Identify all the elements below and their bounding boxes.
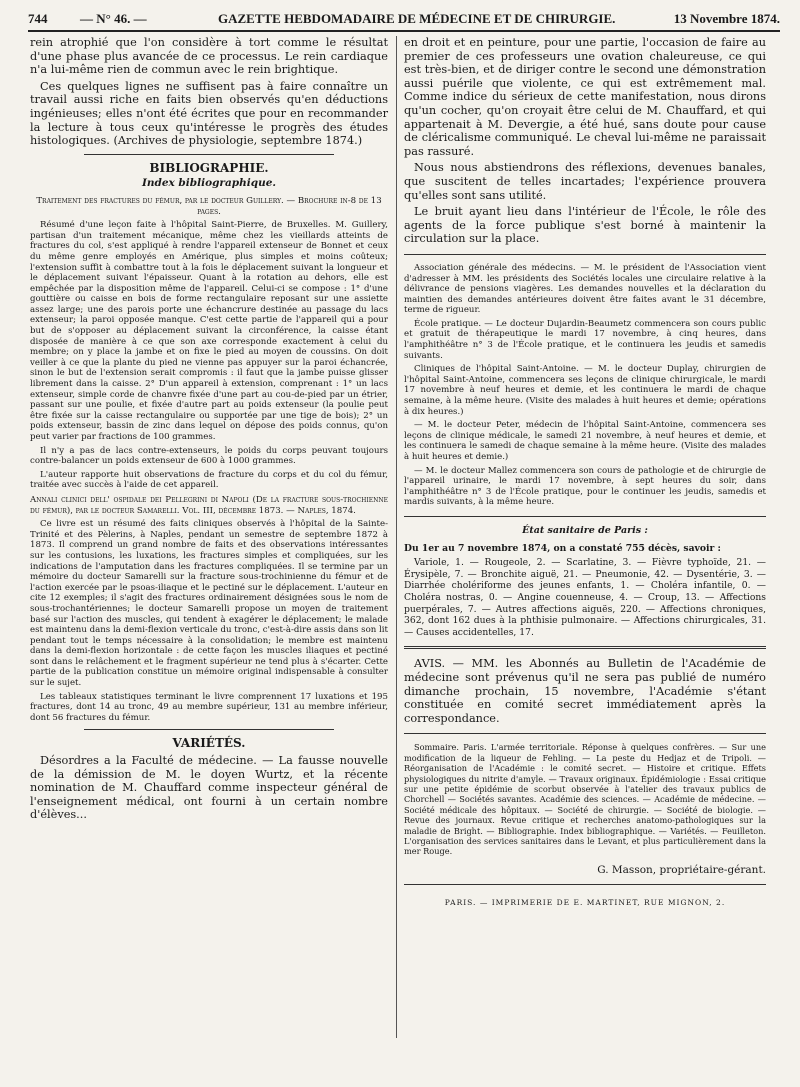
avis-notice: AVIS. — MM. les Abonnés au Bulletin de l'Académie de médecine sont prévenus qu'il ne sera pas publié de numéro dimanche prochain, 15 novembre, l'Académie s'étant constituée en comité secret immédiatement après la correspondance. — [404, 657, 766, 725]
etat-sanitaire-title: État sanitaire de Paris : — [522, 524, 648, 536]
section-title-bibliographie: BIBLIOGRAPHIE. — [149, 160, 269, 175]
divider — [404, 733, 766, 734]
section-subtitle: Index bibliographique. — [141, 177, 277, 190]
section-title-varietes: VARIÉTÉS. — [172, 736, 246, 751]
etat-sanitaire-body: Variole, 1. — Rougeole, 2. — Scarlatine, 3. — Fièvre typhoïde, 21. — Érysipèle, 7. — Bronchite aiguë, 21. — Pneumonie, 42. — Dysentérie, 3. — Diarrhée cholériforme des jeunes enfants, 1. — Choléra infantile, 0. — Choléra nostras, 0. — Angine couenneuse, 4. — Croup, 13. — Affections puerpérales, 7. — Autres affections aiguës, 220. — Affections chroniques, 362, dont 162 dues à la phthisie pulmonaire. — Affections chirurgicales, 31. — Causes accidentelles, 17. — [404, 557, 766, 638]
article-paragraph: Les tableaux statistiques terminant le livre comprennent 17 luxations et 195 fractures, dont 14 au tronc, 49 au membre supérieur, 131 au membre inférieur, dont 56 fractures du fémur. — [30, 691, 388, 723]
article-paragraph: Il n'y a pas de lacs contre-extenseurs, le poids du corps peuvant toujours contre-balancer un poids extenseur de 600 à 1000 grammes. — [30, 445, 388, 467]
page-header — [28, 8, 780, 32]
notice-paragraph: — M. le docteur Mallez commencera son cours de pathologie et de chirurgie de l'appareil urinaire, le mardi 17 novembre, à sept heures du soir, dans l'amphithéâtre n° 3 de l'École pratique, pour le continuer les jeudis, samedis et mardis suivants, à la même heure. — [404, 465, 766, 508]
notice-paragraph: Cliniques de l'hôpital Saint-Antoine. — M. le docteur Duplay, chirurgien de l'hôpital Saint-Antoine, commencera ses leçons de clinique chirurgicale, le mardi 17 novembre à neuf heures et demie, et les continuera le mardi de chaque semaine, à la même heure. (Visite des malades à huit heures et demie; opérations à dix heures.) — [404, 364, 766, 417]
journal-title: GAZETTE HEBDOMADAIRE DE MÉDECINE ET DE CHIRURGIE. — [218, 11, 616, 26]
article-heading: Traitement des fractures du fémur, par le docteur Guillery. — Brochure in-8 de 13 pages. — [36, 195, 382, 217]
article-paragraph: Ce livre est un résumé des faits cliniques observés à l'hôpital de la Sainte-Trinité et des Pèlerins, à Naples, pendant un semestre de septembre 1872 à 1873. Il comprend un grand nombre de faits et des observations intéressantes sur les contusions, les luxations, les fractures simples et compliquées, sur les indications de l'amputation dans les fractures compliquées. Il se termine par un mémoire du docteur Samarelli sur la fracture sous-trochinienne du fémur et de l'action exercée par le psoas-iliaque et le pectiné sur le déplacement. L'auteur en cite 12 exemples; il s'agit des fractures ordinairement désignées sous le nom de sous-trochantériennes; le docteur Samarelli propose un moyen de traitement basé sur l'action des muscles, qui tendent à exagérer le déplacement; le malade est maintenu dans la demi-flexion verticale du tronc, c'est-à-dire assis dans son lit pendant tout le temps nécessaire à la consolidation; le membre est maintenu dans la demi-flexion horizontale : de cette façon les muscles iliaques et pectiné sont dans le relâchement et le fragment supérieur ne tend plus à s'écarter. Cette partie de la publication constitue un mémoire original indispensable à consulter sur le sujet. — [30, 519, 388, 689]
varietes-continued: en droit et en peinture, pour une partie, l'occasion de faire au premier de ces professeurs une ovation chaleureuse, ce qui est très-bien, et de diriger contre le second une démonstration aussi puérile que violente, ce qui est extrêmement mal. Comme indice du sérieux de cette manifestation, nous dirons qu'un cocher, qu'on croyait être celui de M. Chauffard, et qui appartenait à M. Devergie, a été hué, sans doute pour cause de cléricalisme communiqué. Le cheval lui-même ne paraissait pas rassuré. — [404, 36, 766, 158]
article-paragraph: L'auteur rapporte huit observations de fracture du corps et du col du fémur, traitée avec succès à l'aide de cet appareil. — [30, 469, 388, 491]
printer-footer: PARIS. — IMPRIMERIE DE E. MARTINET, RUE MIGNON, 2. — [444, 898, 726, 908]
page-number: 744 — [28, 11, 48, 26]
etat-sanitaire-lead: Du 1er au 7 novembre 1874, on a constaté 755 décès, savoir : — [404, 542, 721, 554]
divider — [404, 884, 766, 885]
notice-paragraph: — M. le docteur Peter, médecin de l'hôpital Saint-Antoine, commencera ses leçons de clinique médicale, le samedi 21 novembre, à neuf heures et demie, et les continuera le samedi de chaque semaine à la même heure. (Visite des malades à huit heures et demie.) — [404, 420, 766, 462]
divider — [404, 516, 766, 517]
notice-paragraph: Association générale des médecins. — M. le président de l'Association vient d'adresser à MM. les présidents des Sociétés locales une circulaire relative à la délivrance de pensions viagères. Les demandes nouvelles et la déclaration du maintien des demandes antérieures doivent être faites avant le 31 décembre, terme de rigueur. — [404, 262, 766, 316]
publisher-signature: G. Masson, propriétaire-gérant. — [597, 863, 766, 876]
divider — [84, 729, 335, 730]
column-divider — [396, 36, 397, 1038]
article-paragraph: Résumé d'une leçon faite à l'hôpital Saint-Pierre, de Bruxelles. M. Guillery, partisan d'un traitement mécanique, même chez les vieillards atteints de fractures du col, s'est appliqué à rendre l'appareil extenseur de Bonnet et ceux du même genre employés en Amérique, plus simples et moins coûteux; l'extension suffit à combattre tout à la fois le déplacement suivant la longueur et le déplacement suivant l'épaisseur. Quant à la rotation au dehors, elle est empêchée par la disposition même de l'appareil. Celui-ci se compose : 1° d'une gouttière ou caisse en bois de forme rectangulaire reposant sur une assiette assez large; une des parois porte une échancrure destinée au passage du lacs extenseur; la paroi opposée manque. C'est cette partie de l'appareil qui a pour but de s'opposer au déplacement suivant la circonférence, la caisse étant disposée de manière à ce que son axe corresponde exactement à celui du membre; on y place la jambe et on fixe le pied au moyen de coussins. On doit veiller à ce que la plante du pied ne vienne pas appuyer sur la paroi échancrée, sinon le but de l'extension serait compromis : il faut que la jambe puisse glisser librement dans la caisse. 2° D'un appareil à extension, comprenant : 1° un lacs extenseur, simple corde de chanvre fixée d'une part au cou-de-pied par un étrier, passant sur une poulie, et fixée d'autre part au poids extenseur (la poulie peut être fixée sur la caisse rectangulaire ou supportée par une tige de bois); 2° un poids extenseur, bassin de zinc dans lequel on dépose des poids connus, qu'on peut varier par fractions de 100 grammes. — [30, 220, 388, 442]
issue-number: — N° 46. — — [80, 11, 147, 26]
issue-date: 13 Novembre 1874. — [673, 11, 780, 26]
intro-paragraph: rein atrophié que l'on considère à tort comme le résultat d'une phase plus avancée de ce processus. Le rein cardiaque n'a lui-même rien de commun avec le rein brightique. — [30, 36, 388, 77]
right-column — [404, 36, 766, 909]
article-heading: Annali clinici dell' ospidale dei Pellegrini di Napoli (De la fracture sous-trochienne du fémur), par le docteur Samarelli. Vol. III, décembre 1873. — Naples, 1874. — [30, 494, 388, 516]
varietes-paragraph: Désordres a la Faculté de médecine. — La fausse nouvelle de la démission de M. le doyen Wurtz, et la récente nomination de M. Chauffard comme inspecteur général de l'enseignement médical, ont fourni à un certain nombre d'élèves... — [30, 754, 388, 822]
sommaire: Sommaire. Paris. L'armée territoriale. Réponse à quelques confrères. — Sur une modification de la liqueur de Fehling. — La peste du Hedjaz et de Tripoli. — Réorganisation de l'Académie : le comité secret. — Histoire et critique. Effets physiologiques du nitrite d'amyle. — Travaux originaux. Épidémiologie : Essai critique sur une petite épidémie de scorbut observée à l'atelier des travaux publics de Chorchell — Sociétés savantes. Académie des sciences. — Académie de médecine. — Société médicale des hôpitaux. — Société de chirurgie. — Société de biologie. — Revue des journaux. Revue critique et recherches anatomo-pathologiques sur la maladie de Bright. — Bibliographie. Index bibliographique. — Variétés. — Feuilleton. L'organisation des services sanitaires dans le Levant, et plus particulièrement dans la mer Rouge. — [404, 742, 766, 857]
left-column — [30, 36, 388, 825]
intro-paragraph: Ces quelques lignes ne suffisent pas à faire connaître un travail aussi riche en faits bien observés qu'en déductions ingénieuses; elles n'ont été écrites que pour en recommander la lecture à tous ceux qu'intéresse le progrès des études histologiques. (Archives de physiologie, septembre 1874.) — [30, 79, 388, 148]
divider — [84, 154, 335, 155]
double-divider — [404, 646, 766, 649]
notice-paragraph: École pratique. — Le docteur Dujardin-Beaumetz commencera son cours public et gratuit de thérapeutique le mardi 17 novembre, à cinq heures, dans l'amphithéâtre n° 3 de l'École pratique, et le continuera les jeudis et samedis suivants. — [404, 318, 766, 361]
varietes-continued: Nous nous abstiendrons des réflexions, devenues banales, que suscitent de telles incartades; l'expérience prouvera qu'elles sont sans utilité. — [404, 161, 766, 202]
varietes-continued: Le bruit ayant lieu dans l'intérieur de l'École, le rôle des agents de la force publique s'est borné à maintenir la circulation sur la place. — [404, 205, 766, 246]
divider — [404, 254, 766, 255]
